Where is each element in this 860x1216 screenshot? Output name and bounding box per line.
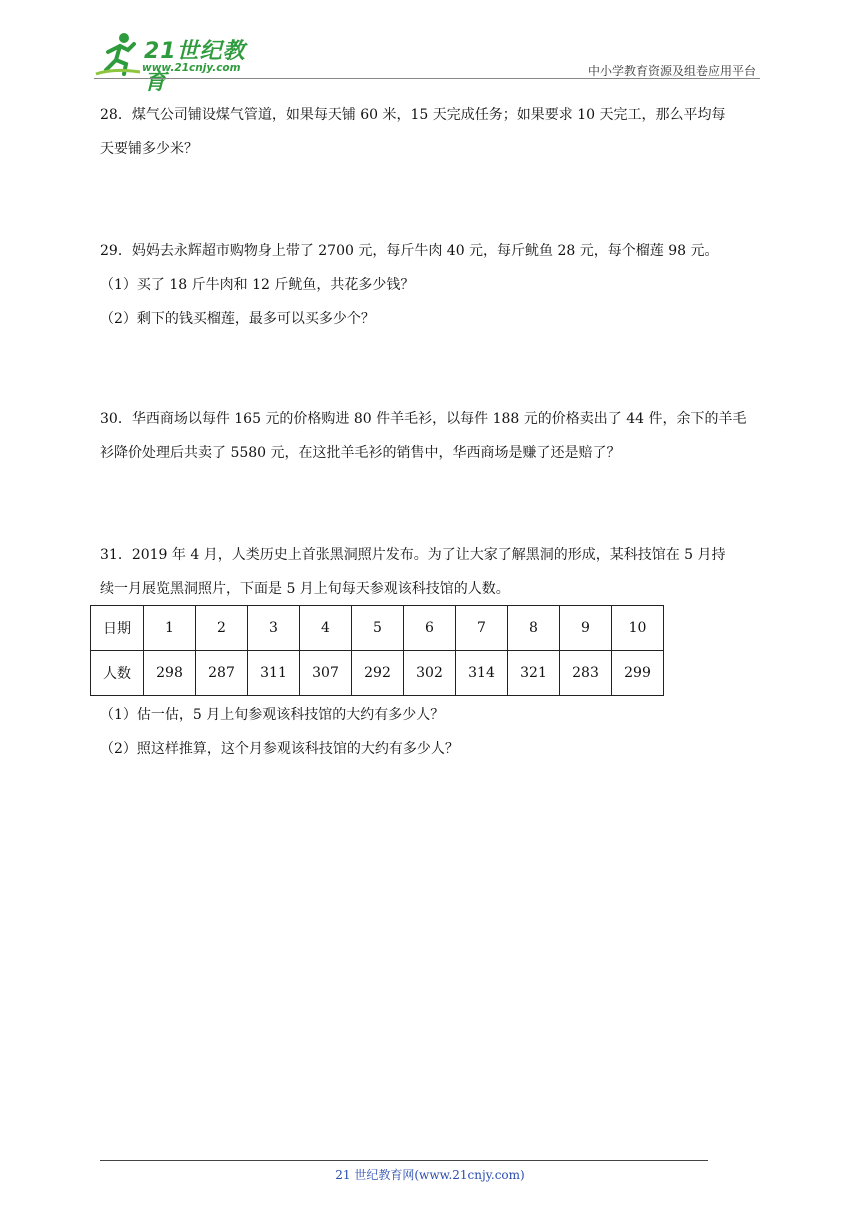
date-cell: 5 (352, 606, 404, 651)
question-29-stem: 29．妈妈去永辉超市购物身上带了 2700 元，每斤牛肉 40 元，每斤鱿鱼 28 元，每个榴莲 98 元。 (100, 243, 719, 259)
count-cell: 321 (508, 651, 560, 696)
date-cell: 8 (508, 606, 560, 651)
count-cell: 302 (404, 651, 456, 696)
question-31-line-2: 续一月展览黑洞照片，下面是 5 月上旬每天参观该科技馆的人数。 (100, 581, 510, 597)
footer-divider (100, 1160, 708, 1161)
date-cell: 4 (300, 606, 352, 651)
date-cell: 1 (144, 606, 196, 651)
question-30 (100, 402, 762, 470)
question-31-line-1: 31．2019 年 4 月，人类历史上首张黑洞照片发布。为了让大家了解黑洞的形成，某科技馆在 5 月持 (100, 547, 726, 563)
count-cell: 287 (196, 651, 248, 696)
question-30-line-2: 衫降价处理后共卖了 5580 元，在这批羊毛衫的销售中，华西商场是赚了还是赔了？ (100, 445, 621, 461)
footer-link[interactable]: 21 世纪教育网(www.21cnjy.com) (335, 1168, 525, 1182)
question-31 (100, 538, 762, 606)
logo-brand-text: 21世纪教育 (144, 39, 246, 95)
logo-url-text: www.21cnjy.com (142, 62, 241, 74)
count-cell: 298 (144, 651, 196, 696)
count-cell: 307 (300, 651, 352, 696)
question-31-subquestions (100, 698, 762, 766)
site-logo (94, 30, 262, 95)
date-cell: 2 (196, 606, 248, 651)
table-row-dates (91, 606, 664, 651)
count-cell: 299 (612, 651, 664, 696)
row-label-counts: 人数 (91, 651, 144, 696)
count-cell: 292 (352, 651, 404, 696)
date-cell: 3 (248, 606, 300, 651)
question-28 (100, 98, 762, 166)
date-cell: 6 (404, 606, 456, 651)
count-cell: 314 (456, 651, 508, 696)
question-31-sub-1: （1）估一估，5 月上旬参观该科技馆的大约有多少人？ (100, 707, 445, 723)
count-cell: 311 (248, 651, 300, 696)
question-30-line-1: 30．华西商场以每件 165 元的价格购进 80 件羊毛衫，以每件 188 元的价格卖出了 44 件，余下的羊毛 (100, 411, 747, 427)
date-cell: 10 (612, 606, 664, 651)
question-31-sub-2: （2）照这样推算，这个月参观该科技馆的大约有多少人？ (100, 741, 459, 757)
question-29-sub-1: （1）买了 18 斤牛肉和 12 斤鱿鱼，共花多少钱？ (100, 277, 415, 293)
visitor-table (90, 605, 664, 696)
question-29 (100, 234, 762, 336)
row-label-dates: 日期 (91, 606, 144, 651)
header-divider (94, 78, 760, 79)
question-28-line-2: 天要铺多少米？ (100, 141, 198, 157)
date-cell: 7 (456, 606, 508, 651)
table-row-counts (91, 651, 664, 696)
date-cell: 9 (560, 606, 612, 651)
count-cell: 283 (560, 651, 612, 696)
platform-title: 中小学教育资源及组卷应用平台 (587, 64, 756, 78)
question-28-line-1: 28．煤气公司铺设煤气管道，如果每天铺 60 米，15 天完成任务；如果要求 10 天完工，那么平均每 (100, 107, 726, 123)
runner-logo-icon (94, 30, 144, 78)
question-29-sub-2: （2）剩下的钱买榴莲，最多可以买多少个？ (100, 311, 375, 327)
